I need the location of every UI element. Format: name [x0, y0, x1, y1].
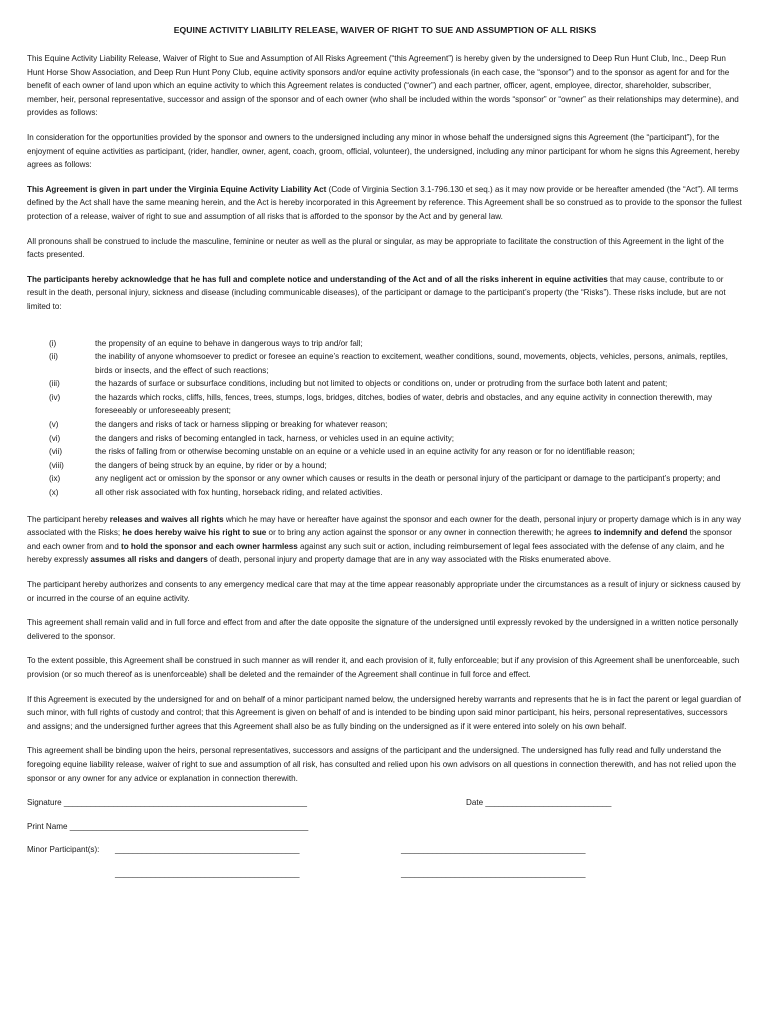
release-bold: to indemnify and defend: [593, 528, 688, 538]
risk-number: (ii): [49, 352, 58, 362]
release-bold: to hold the sponsor and each owner harmless: [121, 541, 298, 551]
signature-block: [27, 796, 743, 892]
risk-text: the risks of falling from or otherwise becoming unstable on an equine or a vehicle used in an equine activity for any reason or for no identifiable reason;: [95, 447, 635, 457]
risk-number: (vi): [49, 433, 61, 443]
risk-item: [27, 418, 743, 432]
medical-paragraph: The participant hereby authorizes and consents to any emergency medical care that may at the time appear reasonably appropriate under the circumstances as a result of injury or sickness caused by or incurred in the course of an equine activity.: [27, 580, 741, 603]
minor-participant-line[interactable]: _________________________________________: [115, 869, 300, 879]
date-line[interactable]: Date ____________________________: [466, 798, 612, 808]
risk-number: (x): [49, 488, 59, 498]
risk-number: (iii): [49, 379, 60, 389]
risk-text: all other risk associated with fox hunting, horseback riding, and related activities.: [95, 488, 383, 498]
signature-line[interactable]: Signature ______________________________________________________: [27, 798, 307, 808]
release-text: the sponsor and each owner from and: [27, 528, 732, 551]
acknowledge-paragraph: [27, 273, 743, 314]
risk-text: the dangers of being struck by an equine, by rider or by a hound;: [95, 460, 327, 470]
binding-paragraph: This agreement shall be binding upon the heirs, personal representatives, successors and assigns of the participant and the undersigned. The undersigned has fully read and fully understand the foregoing equine liability release, waiver of right to sue and assumption of all risk, has consulted and relied upon his own advisors on all questions in connection therewith, and has not relied upon the sponsor or any owner for any advice or explanation in connection therewith.: [27, 746, 737, 783]
acknowledge-paragraph-rest: that may cause, contribute to or result in the death, personal injury, sickness and disease (including communicable diseases), of the participant or damage to the participant’s property (the “Risks”). These risks include, but are not limited to:: [27, 274, 726, 311]
risk-text: the hazards which rocks, cliffs, hills, fences, trees, stumps, logs, bridges, ditches, bodies of water, debris and obstacles, and any equine activity in connection therewith, may foreseeably or unforeseeably present;: [95, 392, 713, 416]
release-text: The participant hereby: [27, 514, 110, 524]
risk-number: (iv): [49, 392, 61, 402]
release-text: against any such suit or action, including reimbursement of legal fees associated with the defense of any claim, and he hereby expressly: [27, 541, 725, 565]
release-text: of death, personal injury and property damage that are in any way associated with the Risks enumerated above.: [207, 555, 611, 565]
risk-number: (i): [49, 338, 57, 348]
risk-item: [27, 391, 743, 418]
severability-paragraph: To the extent possible, this Agreement shall be construed in such manner as will render it, and each provision of it, fully enforceable; but if any provision of this Agreement shall be unenforceable, such provision (or so much thereof as is unenforceable) shall be deleted and the remainder of the Agreement shall continue in full force and effect.: [27, 656, 740, 679]
minor-participant-line[interactable]: _________________________________________: [401, 869, 586, 879]
minor-participant-line[interactable]: _________________________________________: [401, 845, 586, 855]
release-bold: assumes all risks and dangers: [90, 555, 208, 565]
release-text: which he may have or hereafter have against the sponsor and each owner for the death, personal injury or property damage which is in any way associated with the Risks;: [27, 514, 742, 538]
release-bold: he does hereby waive his right to sue: [122, 528, 267, 538]
risk-item: [27, 445, 743, 459]
risk-number: (vii): [49, 447, 63, 457]
risk-text: the inability of anyone whomsoever to predict or foresee an equine’s reaction to excitement, weather conditions, sound, movements, objects, vehicles, persons, animals, reptiles, birds or insects, and the effect of such reactions;: [95, 352, 728, 375]
risk-text: the dangers and risks of becoming entangled in tack, harness, or vehicles used in an equine activity;: [95, 433, 455, 443]
release-paragraph: [27, 513, 743, 567]
pronouns-paragraph: All pronouns shall be construed to include the masculine, feminine or neuter as well as the plural or singular, as may be appropriate to facilitate the construction of this Agreement in the light of the facts presented.: [27, 236, 724, 260]
document-title: EQUINE ACTIVITY LIABILITY RELEASE, WAIVER OF RIGHT TO SUE AND ASSUMPTION OF ALL RISKS: [173, 25, 597, 35]
minor-paragraph: If this Agreement is executed by the undersigned for and on behalf of a minor participant named below, the undersigned hereby warrants and represents that he is in fact the parent or legal guardian of such minor, with full rights of custody and control; that this Agreement is given on behalf of and is intended to be binding upon said minor participant, his heirs, personal representatives, successors and assigns; and the undersigned further agrees that this Agreement shall also be as fully binding on the undersigned as if it were entered into solely on his own behalf.: [27, 694, 742, 731]
consideration-paragraph: In consideration for the opportunities provided by the sponsor and owners to the undersigned including any minor in whose behalf the undersigned signs this Agreement (the “participant”), for the enjoyment of equine activities as participant, (rider, handler, owner, agent, coach, groom, official, volunteer), the undersigned, including any minor participant for whom he signs this Agreement, hereby agrees as follows:: [27, 132, 740, 170]
act-paragraph-rest: (Code of Virginia Section 3.1-796.130 et seq.) as it may now provide or be hereafter amended (the “Act”). All terms defined by the Act shall have the same meaning herein, and the Act is hereby incorporated in this Agreement by reference. This Agreement shall be so construed as to provide to the sponsor the fullest protection of a release, waiver of right to sue and assumption of all risks that is afforded to the sponsor by the Act and by general law.: [27, 184, 742, 221]
risk-text: the propensity of an equine to behave in dangerous ways to trip and/or fall;: [95, 338, 363, 348]
acknowledge-paragraph-bold: The participants hereby acknowledge that he has full and complete notice and understanding of the Act and of all the risks inherent in equine activities: [27, 274, 608, 284]
minor-participant-line[interactable]: _________________________________________: [115, 845, 300, 855]
validity-paragraph: This agreement shall remain valid and in full force and effect from and after the date opposite the signature of the undersigned until expressly revoked by the undersigned in a written notice personally delivered to the sponsor.: [27, 618, 739, 641]
risk-item: [27, 459, 743, 473]
act-paragraph: [27, 183, 743, 224]
risk-item: [27, 432, 743, 446]
risk-item: [27, 350, 743, 377]
minor-participants-label: Minor Participant(s):: [27, 845, 100, 855]
risk-number: (viii): [49, 460, 64, 470]
release-text: or to bring any action against the sponsor or any owner in connection therewith; he agrees: [266, 528, 594, 538]
risk-text: the dangers and risks of tack or harness slipping or breaking for whatever reason;: [95, 420, 388, 430]
act-paragraph-bold: This Agreement is given in part under the Virginia Equine Activity Liability Act: [27, 184, 327, 194]
risk-text: the hazards of surface or subsurface conditions, including but not limited to objects or conditions on, under or protruding from the surface both latent and patent;: [95, 379, 668, 389]
risk-number: (ix): [49, 474, 61, 484]
risk-item: [27, 472, 743, 486]
risk-item: [27, 337, 743, 351]
print-name-line[interactable]: Print Name _____________________________________________________: [27, 822, 309, 832]
risk-text: any negligent act or omission by the sponsor or any owner which causes or results in the death or personal injury of the participant or damage to the participant’s property; and: [95, 474, 721, 484]
risk-number: (v): [49, 420, 59, 430]
risks-list: [27, 337, 743, 500]
intro-paragraph: This Equine Activity Liability Release, Waiver of Right to Sue and Assumption of All Risks Agreement (“this Agreement”) is hereby given by the undersigned to Deep Run Hunt Club, Inc., Deep Run Hunt Horse Show Association, and Deep Run Hunt Pony Club, equine activity sponsors and/or equine activity professionals (in each case, the “sponsor”) and to the sponsor as agent for and for the benefit of each owner of land upon which an equine activity to which this Agreement relates is conducted (“owner”) and each partner, officer, agent, employee, director, shareholder, subscriber, member, heir, personal representative, successor and assign of the sponsor and of each owner (who shall be included within the words “sponsor” or “owner” as their relationships may determine), and provides as follows:: [27, 54, 739, 118]
risk-item: [27, 377, 743, 391]
risk-item: [27, 486, 743, 500]
release-bold: releases and waives all rights: [109, 514, 224, 524]
